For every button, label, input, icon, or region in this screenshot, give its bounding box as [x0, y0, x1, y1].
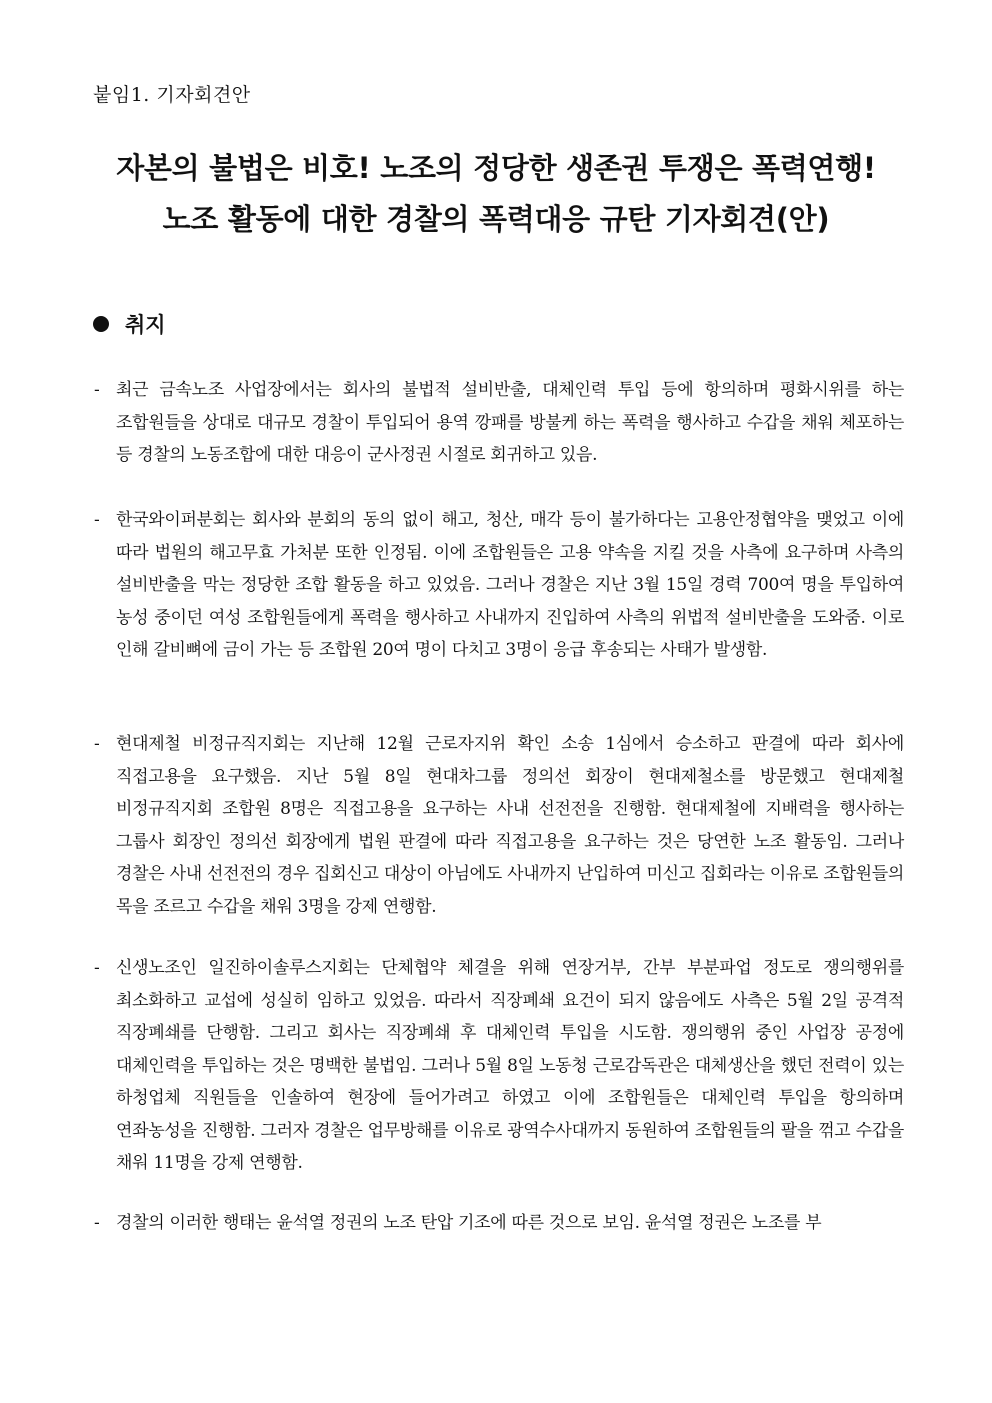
- dash-marker: -: [94, 958, 100, 978]
- attachment-label: 붙임1. 기자회견안: [93, 84, 251, 106]
- dash-marker: -: [94, 1213, 100, 1233]
- dash-marker: -: [94, 510, 100, 530]
- dash-marker: -: [94, 734, 100, 754]
- paragraph-5: [94, 1207, 904, 1240]
- paragraph-text: 현대제철 비정규직지회는 지난해 12월 근로자지위 확인 소송 1심에서 승소하고 판결에 따라 회사에 직접고용을 요구했음. 지난 5월 8일 현대차그룹 정의선 회장이 현대제철소를 방문했고 현대제철 비정규직지회 조합원 8명은 직접고용을 요구하는 사내 선전전을 진행함. 현대제철에 지배력을 행사하는 그룹사 회장인 정의선 회장에게 법원 판결에 따라 직접고용을 요구하는 것은 당연한 노조 활동임. 그러나 경찰은 사내 선전전의 경우 집회신고 대상이 아님에도 사내까지 난입하여 미신고 집회라는 이유로 조합원들의 목을 조르고 수갑을 채워 3명을 강제 연행함.: [116, 734, 904, 917]
- paragraph-3: [94, 728, 904, 923]
- paragraph-text: 신생노조인 일진하이솔루스지회는 단체협약 체결을 위해 연장거부, 간부 부분파업 정도로 쟁의행위를 최소화하고 교섭에 성실히 임하고 있었음. 따라서 직장폐쇄 요건이 되지 않음에도 사측은 5월 2일 공격적 직장폐쇄를 단행함. 그리고 회사는 직장폐쇄 후 대체인력 투입을 시도함. 쟁의행위 중인 사업장 공정에 대체인력을 투입하는 것은 명백한 불법임. 그러나 5월 8일 노동청 근로감독관은 대체생산을 했던 전력이 있는 하청업체 직원들을 인솔하여 현장에 들어가려고 하였고 이에 조합원들은 대체인력 투입을 항의하며 연좌농성을 진행함. 그러자 경찰은 업무방해를 이유로 광역수사대까지 동원하여 조합원들의 팔을 꺾고 수갑을 채워 11명을 강제 연행함.: [116, 958, 904, 1173]
- paragraph-1: [94, 374, 904, 472]
- paragraph-text: 최근 금속노조 사업장에서는 회사의 불법적 설비반출, 대체인력 투입 등에 항의하며 평화시위를 하는 조합원들을 상대로 대규모 경찰이 투입되어 용역 깡패를 방불케 하는 폭력을 행사하고 수갑을 채워 체포하는 등 경찰의 노동조합에 대한 대응이 군사정권 시절로 회귀하고 있음.: [116, 380, 904, 465]
- paragraph-text: 한국와이퍼분회는 회사와 분회의 동의 없이 해고, 청산, 매각 등이 불가하다는 고용안정협약을 맺었고 이에 따라 법원의 해고무효 가처분 또한 인정됨. 이에 조합원들은 고용 약속을 지킬 것을 사측에 요구하며 사측의 설비반출을 막는 정당한 조합 활동을 하고 있었음. 그러나 경찰은 지난 3월 15일 경력 700여 명을 투입하여 농성 중이던 여성 조합원들에게 폭력을 행사하고 사내까지 진입하여 사측의 위법적 설비반출을 도와줌. 이로 인해 갈비뼈에 금이 가는 등 조합원 20여 명이 다치고 3명이 응급 후송되는 사태가 발생함.: [116, 510, 904, 660]
- section-heading: [93, 309, 166, 339]
- dash-marker: -: [94, 380, 100, 400]
- paragraph-text: 경찰의 이러한 행태는 윤석열 정권의 노조 탄압 기조에 따른 것으로 보임. 윤석열 정권은 노조를 부: [116, 1213, 822, 1233]
- document-title: [60, 143, 932, 245]
- paragraph-2: [94, 504, 904, 667]
- bullet-dot-icon: [93, 316, 109, 332]
- paragraph-4: [94, 952, 904, 1180]
- title-line-1: 자본의 불법은 비호! 노조의 정당한 생존권 투쟁은 폭력연행!: [116, 151, 876, 185]
- section-heading-label: 취지: [125, 313, 166, 337]
- title-line-2: 노조 활동에 대한 경찰의 폭력대응 규탄 기자회견(안): [162, 202, 830, 236]
